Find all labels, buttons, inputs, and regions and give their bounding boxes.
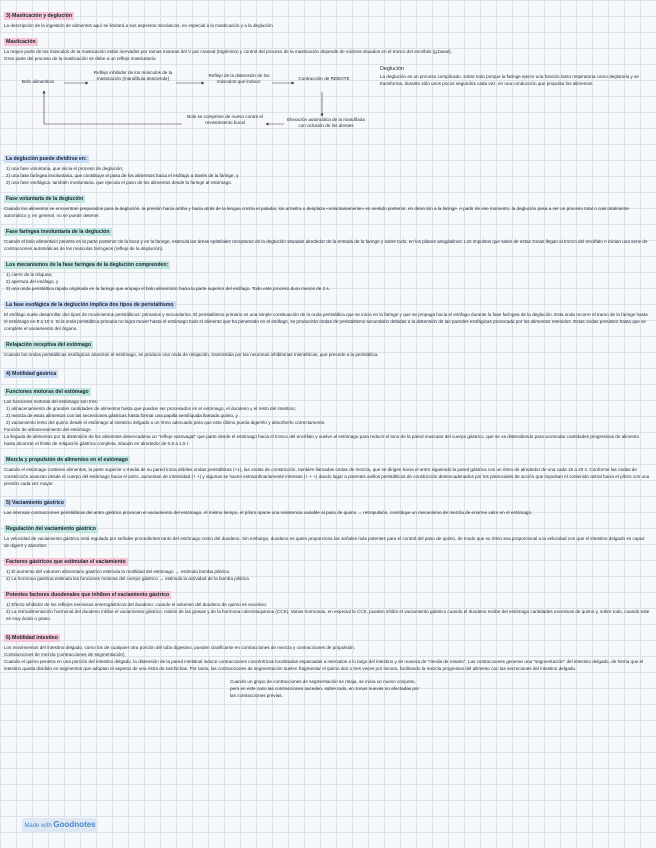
list-item: 2) mezcla de estos alimentos con las secreciones gástricas hasta formar una papilla semilíquida llamada quimo, y [6, 413, 238, 418]
list-item: 1) almacenamiento de grandes cantidades de alimentos hasta que puedan ser procesados en el estómago, el duodeno y el resto del intestino; [6, 406, 296, 411]
section-title-factores-gastricos: Factores gástricos que estimulan el vaciamiento [6, 559, 126, 565]
list-item: 2) una fase faríngea involuntaria, que constituye el paso de los alimentos hacia el esófago a través de la faringe, y [6, 173, 239, 178]
diagram-node-reflejo-distension: Reflejo de la distensión de los músculos que induce: [208, 73, 270, 84]
list-item: 3) vaciamiento lento del quimo desde el estómago al intestino delgado a un ritmo adecuado para que este último pueda digerirlo y absorberlo correctamente. [6, 420, 326, 425]
goodnotes-badge [22, 818, 98, 832]
paragraph: Función de almacenamiento del estómago [4, 427, 91, 432]
badge-prefix: Made with [24, 823, 52, 829]
badge-brand: Goodnotes [53, 820, 96, 829]
list-item: 2) La hormona gastrina estimula las funciones motoras del cuerpo gástrico → estimula la actividad de la bomba pilórica [6, 576, 249, 581]
paragraph: Cuando el quimo penetra en una porción del intestino delgado, la distensión de la pared intestinal induce contracciones concéntricas localizadas espaciadas a intervalos a lo largo del intestino y de manera de "rienda de rosario". Las contracciones generan una "segmentación" del intestino delgado, de forma que el intestino queda dividido en segmentos que adoptan el aspecto de una ristra de salchichas. Por tanto, las contracciones de segmentación suelen fragmentar el quimo dos o tres veces por minuto, facilitando la mezcla progresiva del alimento con las secreciones del intestino delgado. [4, 659, 644, 671]
diagram-node-bolo: Bolo alimenticio [21, 79, 55, 84]
paragraph: La velocidad de vaciamiento gástrico está regulada por señales procedentes tanto del estómago como del duodeno. Sin embargo, duodeno es quien proporciona las señales más potentes para el control del paso de quimo, de modo que su ritmo sea proporcional a la velocidad con que el intestino delgado es capaz de digerir y absorber. [4, 536, 645, 548]
subsection-title-funciones-motoras: Funciones motoras del estómago [6, 389, 89, 395]
diagram-node-elevacion-mandibula: Elevación automática de la mandíbula con oclusión de los dientes [287, 117, 365, 128]
paragraph: El esófago suele desarrollar dos tipos de movimientos peristálticos: primarios y secundarios. El peristaltismo primario es una simple continuación de la onda peristáltica que se inicia en la faringe y que se propaga hacia el esófago durante la fase faríngea de la deglución. Esta onda recorre el tramo de la faringe hasta el estómago en 8 a 10 s. Si la onda peristáltica primaria no logra mover hasta el estómago todo el alimento que ha penetrado en el esófago, se producirán ondas de peristaltismo secundario debidas a la distensión de las paredes esofágicas provocada por los alimentos retenidos. Estas ondas persisten hasta que se complete el vaciamiento del órgano. [4, 312, 648, 331]
list-item: 2) apertura del esófago, y [6, 279, 59, 284]
deglucion-title: Deglución [380, 66, 404, 72]
list-item: 3) una onda peristáltica rápida originada en la faringe que empuja el bolo alimenticio hacia la parte superior del esófago. Todo este proceso dura menos de 2 s. [6, 286, 330, 291]
paragraph: Las intensas contracciones peristálticas del antro gástrico provocan el vaciamiento del estómago. Al mismo tiempo, el píloro opone una resistencia variable al paso de quimo → retropulsión, constituye un mecanismo de mezcla de enorme valor en el estómago. [4, 510, 533, 515]
section-title-fase-voluntaria: Fase voluntaria de la deglución [6, 196, 84, 202]
diagram-node-contraccion-rebote: Contracción de REBOTE [298, 76, 350, 81]
paragraph: Las funciones motoras del estómago son tres: [4, 399, 98, 404]
deglucion-text: La deglución es un proceso complicado, sobre todo porque la faringe ejerce una función tanto respiratoria como deglutoria y se transforma, durante sólo unos pocos segundos cada vez, en una conducción que propulsa los alimentos [380, 74, 639, 86]
list-item: 2) La retroalimentación hormonal del duodeno inhibe el vaciamiento gástrico: misión de las grasas y de la hormona colecistoquinina (CCK). Varias hormonas, en especial la CCK, pueden inhibir el vaciamiento gástrico cuando el duodeno recibe del estómago cantidades excesivas de quimo y, sobre todo, cuando este es muy ácido o graso. [6, 609, 650, 621]
paragraph: Cuando el bolo alimenticio penetra en la parte posterior de la boca y en la faringe, estimula las áreas epiteliales receptoras de la deglución situadas alrededor de la entrada de la faringe y sobre todo, en los pilares amigdalinos. Los impulsos que salen de estas zonas llegan al tronco del encéfalo e inician una serie de contracciones automáticas de los músculos faríngeos (reflejo de la deglución). [4, 239, 648, 251]
paragraph: Gran parte del proceso de la masticación se debe a un reflejo masticatorio. [4, 56, 157, 61]
deglucion-note [380, 66, 648, 87]
section-title-masticacion-deglucion: 3) Masticación y deglución [6, 13, 73, 19]
paragraph: La descripción de la ingestión de alimentos aquí se limitará a sus aspectos mecánicos, en especial a la masticación y a la deglución. [4, 23, 274, 28]
paragraph: La mayor parte de los músculos de la masticación están inervados por ramas motoras del V par craneal (trigémino) y control del proceso de la masticación depende de núcleos situados en el tronco del encéfalo (g.basal). [4, 49, 452, 54]
section-title-fase-faringea: Fase faríngea involuntaria de la deglución [6, 229, 110, 235]
list-item: 1) El aumento del volumen alimentario gástrico estimula la motilidad del estómago → estimula bomba pilórica [6, 569, 229, 574]
segmentation-note: Cuando un grupo de contracciones de segmentación se relaja, se inicia un nuevo conjunto, pero en este caso las contracciones suceden, sobre todo, en zonas nuevas no afectadas por las contracciones previas. [230, 679, 419, 698]
section-title-mezcla-propulsion: Mezcla y propulsión de alimentos en el estómago [6, 457, 128, 463]
masticatory-reflex-diagram [4, 64, 650, 146]
list-item: 1) Efecto inhibidor de los reflejos nerviosos enterogástricos del duodeno: cuando el volumen del duodeno de quimo es excesivo. [6, 602, 268, 607]
section-title-fase-esofagica: La fase esofágica de la deglución implica dos tipos de peristaltismo [6, 302, 174, 308]
section-title-relajacion-receptiva: Relajación receptiva del estómago [6, 342, 92, 348]
section-title-regulacion-vaciamiento: Regulación del vaciamiento gástrico [6, 526, 96, 532]
paragraph: Contracciones de mezcla (contracciones de segmentación) [4, 652, 125, 657]
section-title-motilidad-intestino: 6) Motilidad intestino [6, 635, 58, 641]
paragraph: Cuando el estómago contiene alimentos, la parte superior o media de su pared inicia débiles ondas peristálticas (+1), las ondas de constricción, también llamadas ondas de mezcla, que se dirigen hacia el antro siguiendo la pared gástrica con un ritmo de alrededor de una cada 15 a 20 s. Conforme las ondas de constricción avanzan desde el cuerpo del estómago hacia el antro, aumentan de intensidad (+ +) y algunas se hacen extraordinariamente intensas (+ + +) dando lugar a potentes anillos peristálticos de constricción desencadenados por los potenciales de acción que impulsan el contenido antral hacia el píloro con una presión cada vez mayor. [4, 467, 650, 486]
list-item: 1) cierre de la tráquea; [6, 272, 53, 277]
section-title-motilidad-gastrica: 4) Motilidad gástrica [6, 371, 57, 377]
diagram-node-reflejo-inhibidor: Reflejo inhibidor de los músculos de la masticación (mandíbula desciende) [93, 70, 173, 81]
paragraph: Los movimientos del intestino delgado, como los de cualquier otra porción del tubo digestivo, pueden clasificarse en contracciones de mezcla y contracciones de propulsión. [4, 645, 356, 650]
section-title-vaciamiento-gastrico: 5) Vaciamiento gástrico [6, 500, 64, 506]
subsection-title-masticacion: Masticación [6, 39, 36, 45]
paragraph: Cuando los alimentos se encuentran preparados para la deglución, la presión hacia arriba y hacia atrás de la lengua contra el paladar, los arrastra o desplaza «voluntariamente» en sentido posterior, en dirección a la faringe. A partir de ese momento, la deglución pasa a ser un proceso total o casi totalmente automático y, en general, no se puede detener. [4, 206, 629, 218]
section-title-factores-duodenales: Potentes factores duodenales que inhiben el vaciamiento gástrico [6, 592, 170, 598]
paragraph: Cuando las ondas peristálticas esofágicas alcanzan el estómago, se produce una onda de relajación, transmitida por las neuronas inhibitorias mientéricas, que precede a la peristáltica. [4, 352, 379, 357]
section-title-mecanismos-faringea: Los mecanismos de la fase faríngea de la deglución comprenden: [6, 262, 169, 268]
list-item: 1) una fase voluntaria, que inicia el proceso de deglución; [6, 166, 124, 171]
notes-page [4, 3, 650, 699]
diagram-node-bolo-comprime: Bolo se comprime de nuevo contra el revestimiento bucal [187, 114, 263, 125]
list-item: 3) una fase esofágica, también involuntaria, que ejecuta el paso de los alimentos desde la faringe al estómago. [6, 180, 233, 185]
paragraph: La llegada de alimentos por la distensión de los alimentos desencadena un "reflejo vasovagal" que parte desde el estómago hacia el tronco del encéfalo y vuelve al estómago para reducir el tono de la pared muscular del cuerpo gástrico, que se va distendiendo para acomodar cantidades progresivas de alimento hasta alcanzar el límite de relajación gástrica completa, situado en alrededor de 0,8 a 1,5 l. [4, 434, 640, 446]
section-title-fases-deglucion: La deglución puede dividirse en: [6, 156, 87, 162]
